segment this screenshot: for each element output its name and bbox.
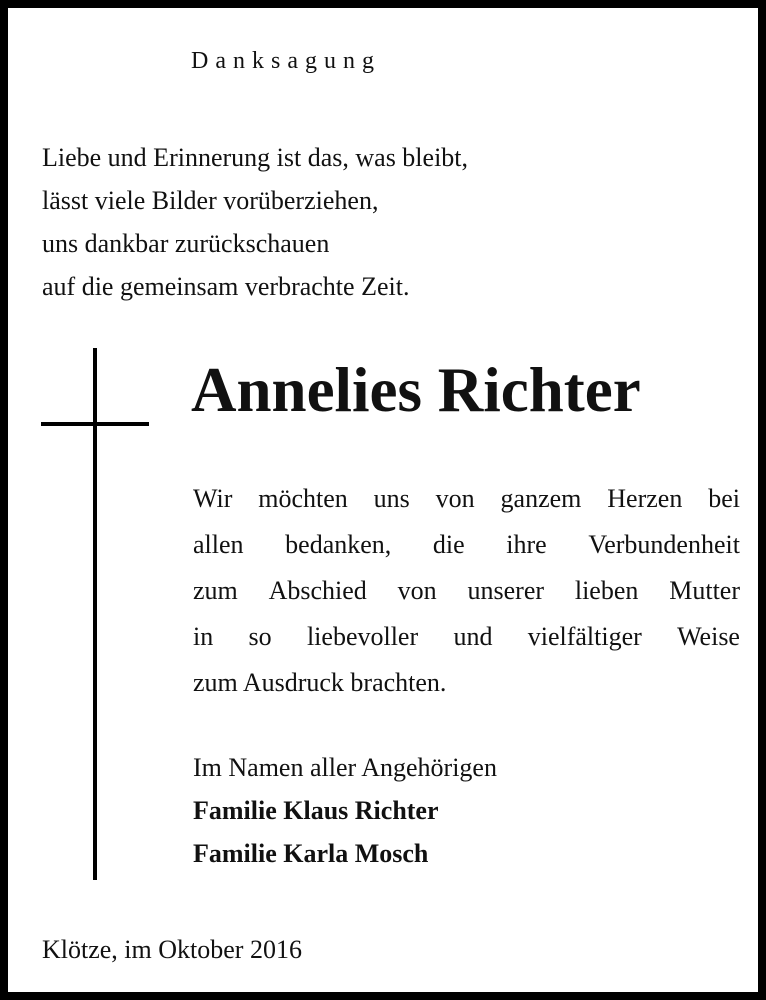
message-line [193,660,740,706]
message-word: uns [373,484,410,513]
message-line [193,522,740,568]
heading: Danksagung [191,48,381,74]
closing-intro: Im Namen aller Angehörigen [193,753,497,782]
cross-vertical-bar [93,348,97,880]
poem-line: uns dankbar zurückschauen [42,229,330,258]
message-word: bei [708,484,740,513]
message-word: zum [193,576,238,605]
message-word: ihre [506,530,547,559]
message-word: in [193,622,214,651]
poem [42,136,468,308]
message-word: bedanken, [285,530,392,559]
message-word: von [397,576,437,605]
message-word: Herzen [607,484,683,513]
message-word: vielfältiger [527,622,642,651]
cross-horizontal-bar [41,422,149,426]
place-date: Klötze, im Oktober 2016 [42,935,302,964]
message-word: liebevoller [306,622,419,651]
message-word: Verbundenheit [588,530,740,559]
poem-line: Liebe und Erinnerung ist das, was bleibt, [42,143,469,172]
closing [193,746,497,875]
message-word: möchten [258,484,348,513]
poem-line: auf die gemeinsam verbrachte Zeit. [42,272,410,301]
thank-you-message [193,476,740,706]
message-word: ganzem [500,484,582,513]
message-line [193,476,740,522]
message-word: so [248,622,272,651]
message-word: zum Ausdruck brachten. [193,668,447,697]
poem-line: lässt viele Bilder vorüberziehen, [42,186,379,215]
message-word: und [453,622,493,651]
message-word: unserer [467,576,545,605]
family-name: Familie Karla Mosch [193,839,429,868]
message-word: Mutter [669,576,740,605]
deceased-name: Annelies Richter [191,355,641,425]
message-line [193,614,740,660]
message-word: lieben [574,576,639,605]
message-word: Wir [193,484,233,513]
family-name: Familie Klaus Richter [193,796,439,825]
message-word: von [435,484,475,513]
message-word: die [432,530,465,559]
message-line [193,568,740,614]
message-word: Abschied [268,576,367,605]
message-word: allen [193,530,244,559]
message-word: Weise [677,622,740,651]
